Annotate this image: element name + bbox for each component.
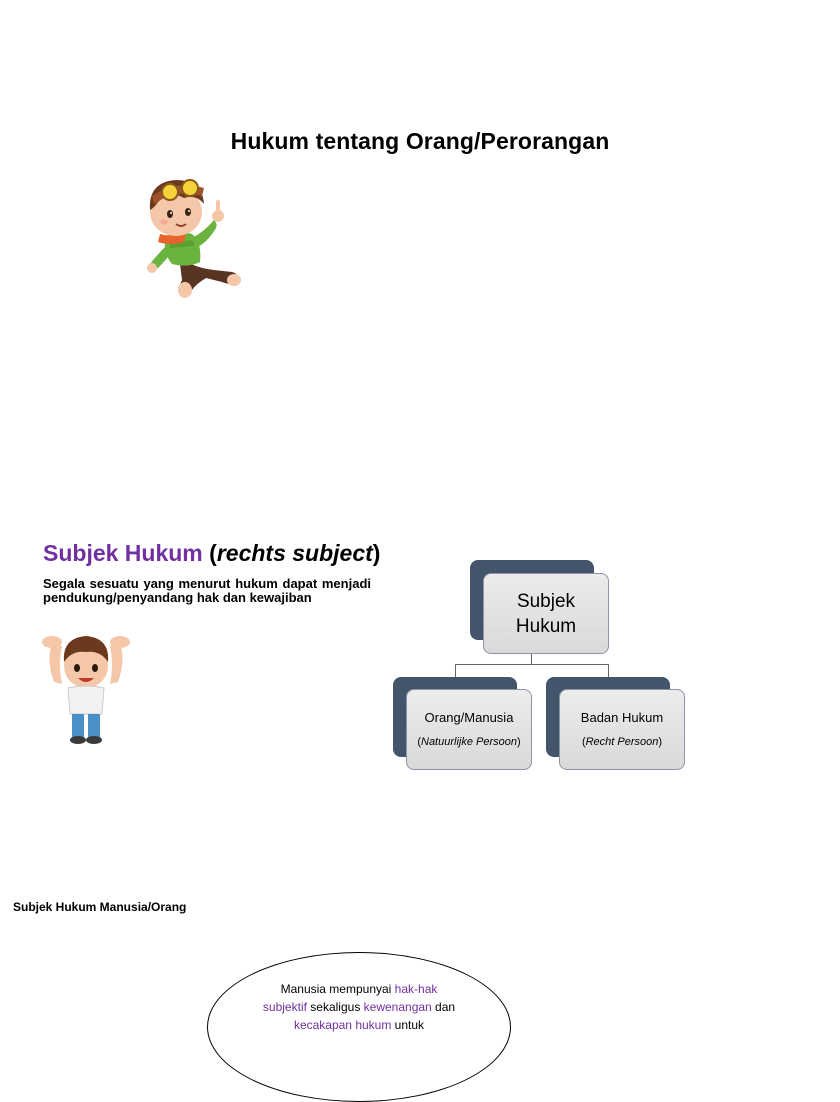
subjek-heading-close: ): [372, 540, 381, 566]
section-heading-manusia: Subjek Hukum Manusia/Orang: [13, 900, 187, 914]
subjek-heading-italic: rechts subject: [216, 540, 373, 566]
orang-node-label: Orang/Manusia: [424, 709, 514, 725]
root-node: [483, 573, 609, 654]
badan-node-note: (Recht Persoon): [581, 735, 663, 748]
orang-manusia-node: [406, 689, 532, 770]
boy-lifting-illustration: [38, 630, 134, 745]
badan-hukum-node: [559, 689, 685, 770]
boy-pointing-illustration: [136, 172, 246, 302]
root-node-line1: Subjek: [516, 590, 576, 612]
connector-root-down: [531, 654, 532, 664]
subjek-definition: Segala sesuatu yang menurut hukum dapat menjadi pendukung/penyandang hak dan kewajiban: [43, 576, 371, 605]
root-node-line2: Hukum: [515, 615, 577, 637]
subjek-hukum-diagram: [390, 560, 690, 775]
badan-node-label: Badan Hukum: [580, 709, 664, 725]
manusia-ellipse-text: Manusia mempunyai hak-hak subjektif sekaligus kewenangan dan kecakapan hukum untuk: [262, 982, 456, 1032]
subjek-heading-main: Subjek Hukum: [43, 540, 203, 566]
subjek-hukum-heading: [43, 540, 380, 567]
page-title: Hukum tentang Orang/Perorangan: [230, 128, 610, 154]
orang-node-note: (Natuurlijke Persoon): [417, 735, 521, 748]
subjek-heading-open: (: [202, 540, 217, 566]
connector-horizontal: [455, 664, 609, 665]
